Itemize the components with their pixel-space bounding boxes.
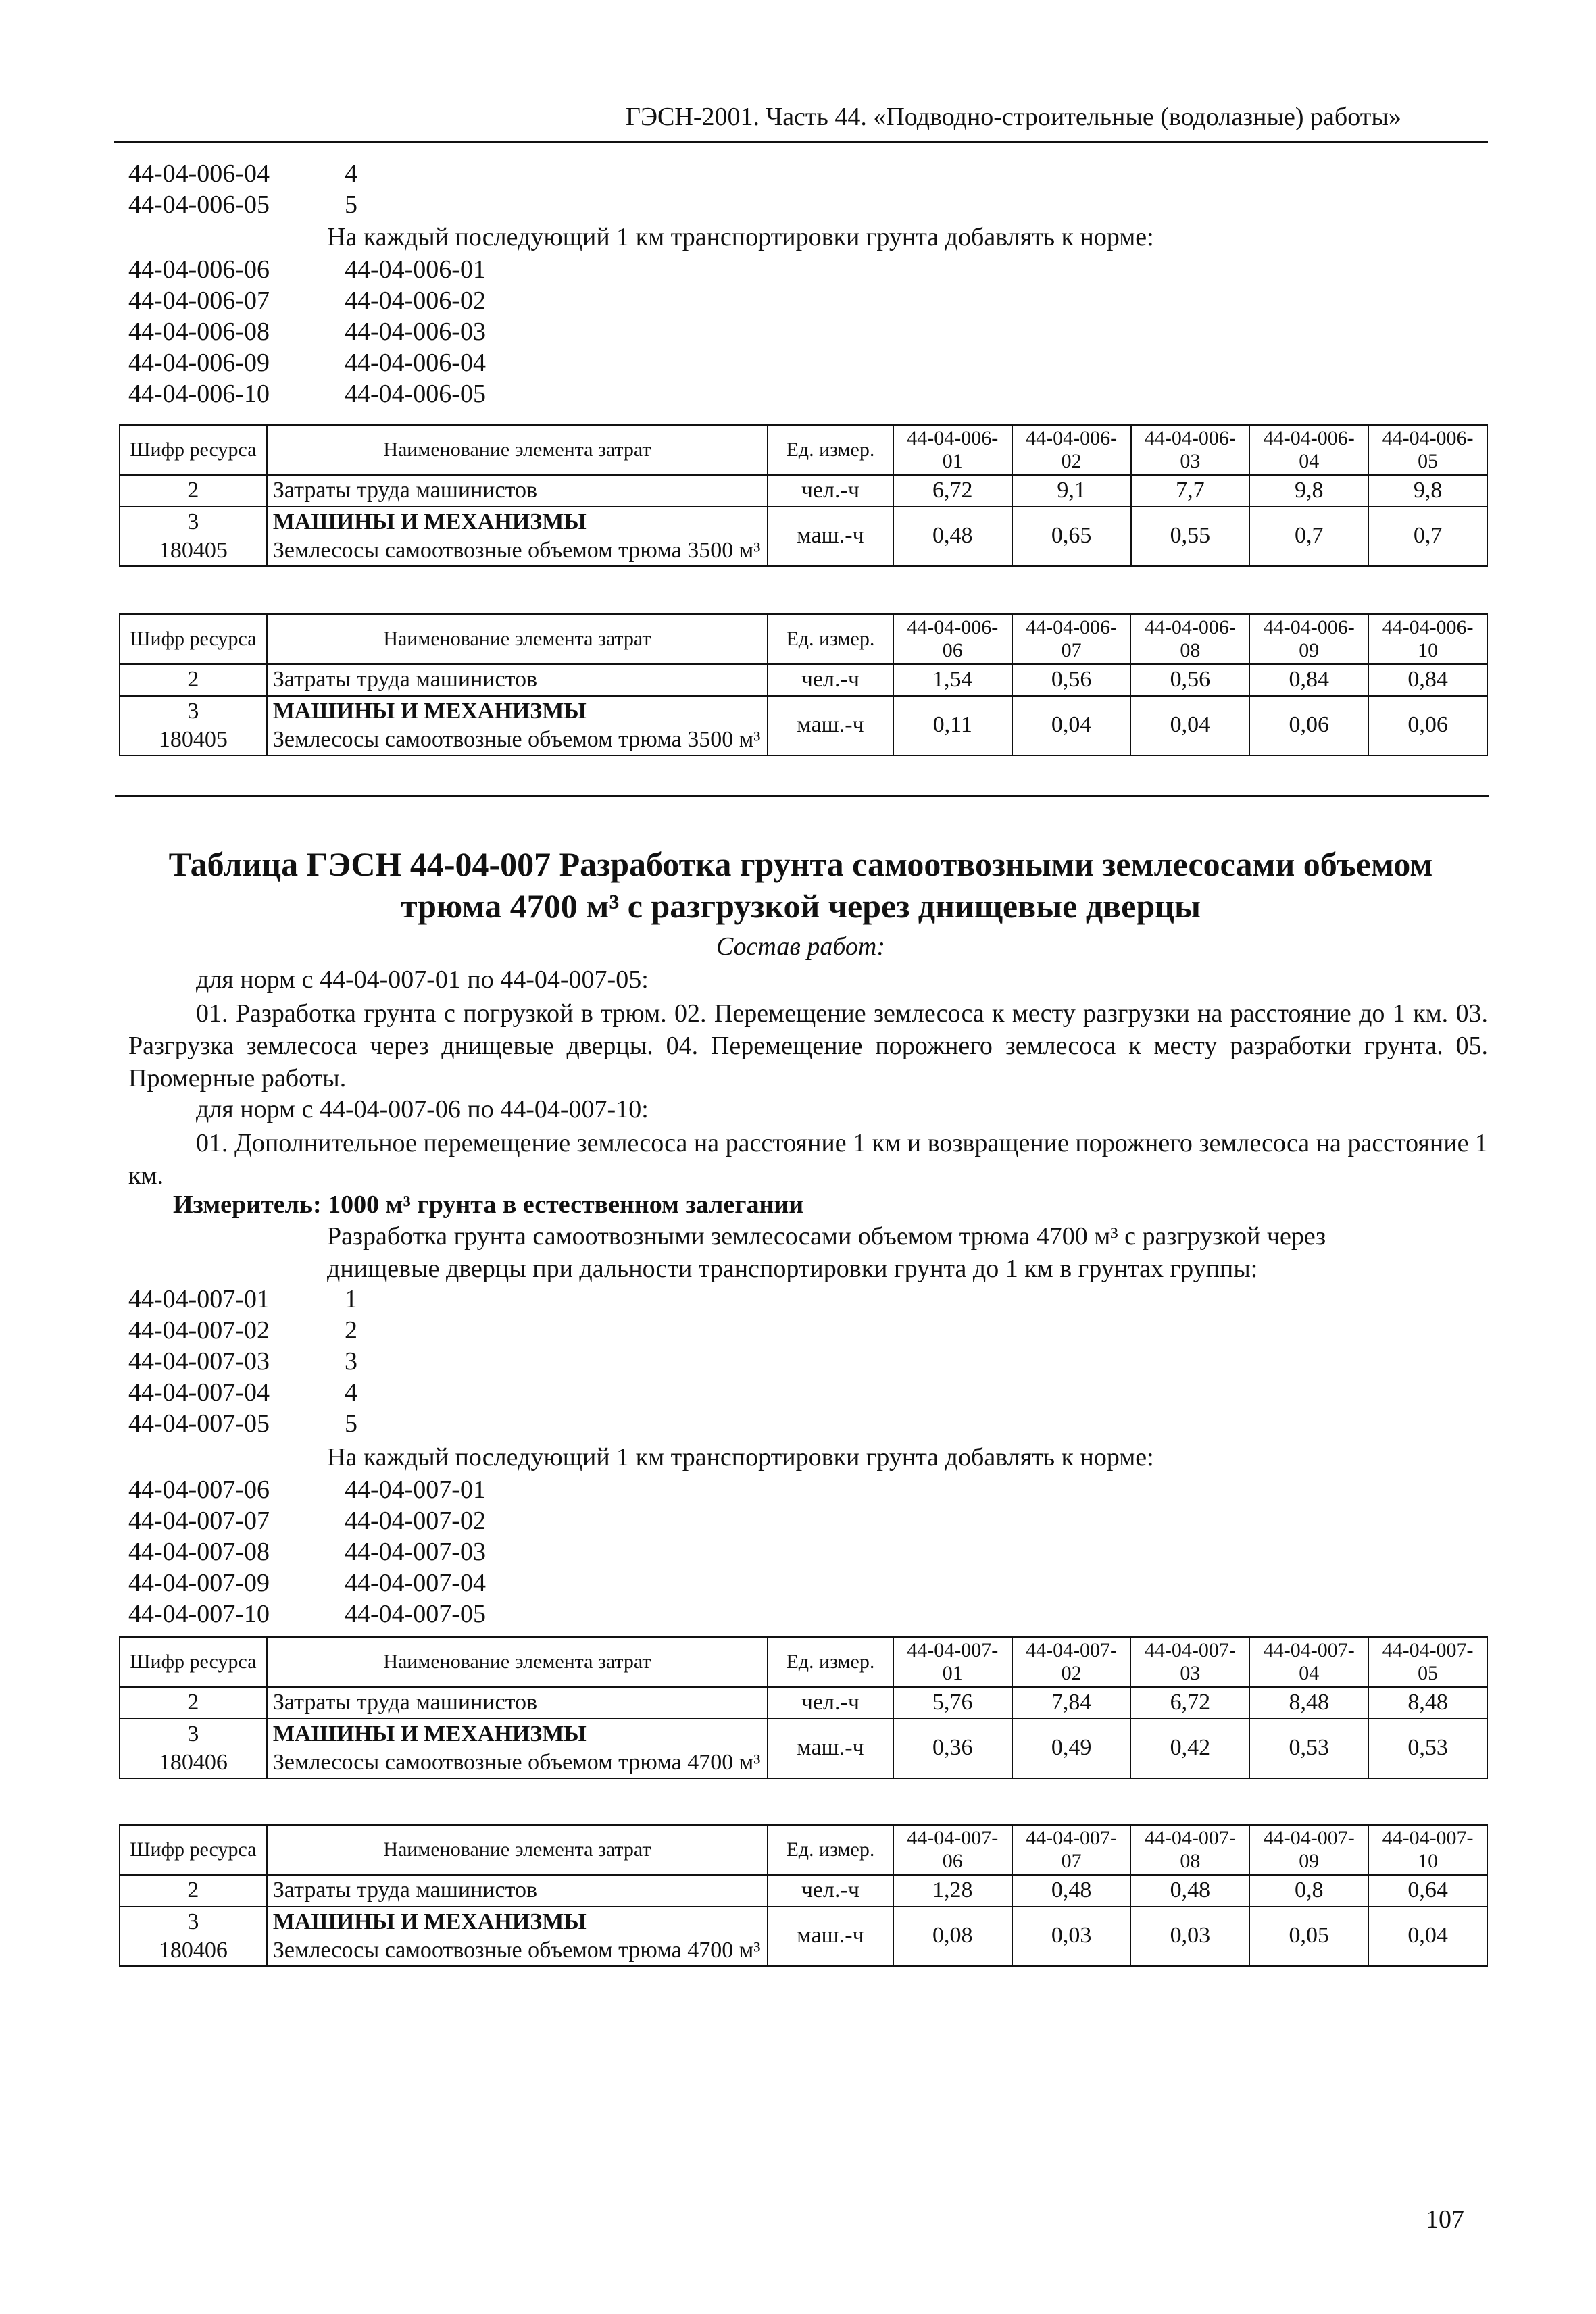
list-value: 44-04-007-02: [345, 1507, 486, 1535]
group-code: 3: [187, 1721, 199, 1746]
list-value: 2: [345, 1316, 357, 1344]
norms-range-b: для норм с 44-04-007-06 по 44-04-007-10:: [196, 1095, 649, 1124]
page-number: 107: [1426, 2205, 1464, 2234]
cell-value: 0,49: [1012, 1719, 1131, 1778]
cell-name: Затраты труда машинистов: [267, 1875, 768, 1907]
section-title: [115, 843, 1487, 927]
col-name-header: Наименование элемента затрат: [267, 1825, 768, 1875]
col-norm-header: 44-04-007-06: [893, 1825, 1012, 1875]
list-value: 1: [345, 1285, 357, 1313]
cell-value: 0,56: [1130, 664, 1249, 696]
list-item: [128, 316, 486, 347]
cell-value: 0,08: [893, 1907, 1012, 1966]
group-name: МАШИНЫ И МЕХАНИЗМЫ: [272, 509, 587, 534]
cell-value: 1,28: [893, 1875, 1012, 1907]
table-row: [120, 1687, 1487, 1719]
top-code-list-2: [128, 254, 486, 409]
col-code-header: Шифр ресурса: [120, 1825, 267, 1875]
resource-name: Землесосы самоотвозные объемом трюма 4700 м³: [272, 1937, 761, 1963]
list-item: [128, 254, 486, 285]
table-row: [120, 696, 1487, 755]
list-code: 44-04-007-10: [128, 1600, 270, 1628]
list-item: [128, 1377, 357, 1408]
list-value: 44-04-007-03: [345, 1538, 486, 1566]
list-item: [128, 285, 486, 316]
cell-value: 0,84: [1368, 664, 1487, 696]
cell-value: 0,42: [1130, 1719, 1249, 1778]
cell-value: 0,56: [1012, 664, 1131, 696]
list-item: [128, 1599, 486, 1630]
list-code: 44-04-006-07: [128, 286, 270, 315]
cell-value: 0,03: [1130, 1907, 1249, 1966]
cell-unit: чел.-ч: [768, 664, 893, 696]
group-name: МАШИНЫ И МЕХАНИЗМЫ: [272, 1721, 587, 1746]
cell-name: Затраты труда машинистов: [267, 475, 768, 507]
cell-value: 1,54: [893, 664, 1012, 696]
list-item: [128, 1408, 357, 1439]
col-norm-header: 44-04-007-04: [1249, 1637, 1368, 1687]
cell-name: [267, 696, 768, 755]
mid-code-list: [128, 1284, 357, 1439]
cell-value: 8,48: [1368, 1687, 1487, 1719]
cell-value: 0,7: [1249, 507, 1368, 566]
col-norm-header: 44-04-006-10: [1368, 614, 1487, 664]
section-title-line-2: трюма 4700 м³ с разгрузкой через днищевые дверцы: [401, 887, 1201, 925]
col-norm-header: 44-04-006-07: [1012, 614, 1131, 664]
col-name-header: Наименование элемента затрат: [267, 1637, 768, 1687]
list-item: [128, 1567, 486, 1599]
cell-value: 0,48: [1012, 1875, 1131, 1907]
resource-code: 180405: [158, 726, 228, 752]
running-header: ГЭСН-2001. Часть 44. «Подводно-строительные (водолазные) работы»: [626, 103, 1401, 131]
list-code: 44-04-006-10: [128, 380, 270, 408]
cell-code: 2: [120, 1687, 267, 1719]
resource-name: Землесосы самоотвозные объемом трюма 3500 м³: [272, 726, 761, 752]
header-rule: [114, 141, 1488, 143]
top-note: На каждый последующий 1 км транспортировки грунта добавлять к норме:: [327, 223, 1154, 251]
norms-range-a: для норм с 44-04-007-01 по 44-04-007-05:: [196, 965, 649, 994]
list-value: 44-04-006-04: [345, 349, 486, 377]
resource-name: Землесосы самоотвозные объемом трюма 3500 м³: [272, 537, 761, 563]
table-underline: [115, 795, 1489, 797]
cell-value: 0,64: [1368, 1875, 1487, 1907]
mid-code-list-2: [128, 1474, 486, 1630]
list-item: [128, 1315, 357, 1346]
list-code: 44-04-007-07: [128, 1507, 270, 1535]
list-code: 44-04-007-03: [128, 1347, 270, 1376]
cell-value: 7,7: [1131, 475, 1250, 507]
measure-unit: Измеритель: 1000 м³ грунта в естественном залегании: [173, 1190, 804, 1219]
cell-unit: чел.-ч: [768, 475, 893, 507]
list-value: 44-04-007-05: [345, 1600, 486, 1628]
top-code-list: [128, 158, 357, 220]
cell-value: 7,84: [1012, 1687, 1131, 1719]
cell-value: 0,84: [1249, 664, 1368, 696]
col-norm-header: 44-04-006-04: [1249, 425, 1368, 475]
list-value: 5: [345, 1409, 357, 1438]
col-norm-header: 44-04-006-01: [893, 425, 1012, 475]
cell-value: 0,04: [1130, 696, 1249, 755]
group-code: 3: [187, 1909, 199, 1934]
list-item: [128, 158, 357, 189]
list-code: 44-04-007-06: [128, 1476, 270, 1504]
cell-unit: чел.-ч: [768, 1687, 893, 1719]
cell-value: 0,55: [1131, 507, 1250, 566]
list-value: 4: [345, 159, 357, 188]
col-norm-header: 44-04-007-08: [1130, 1825, 1249, 1875]
cell-value: 8,48: [1249, 1687, 1368, 1719]
list-value: 44-04-006-05: [345, 380, 486, 408]
table-row: [120, 1719, 1487, 1778]
composition-heading: Состав работ:: [716, 932, 886, 961]
mid-note: На каждый последующий 1 км транспортировки грунта добавлять к норме:: [327, 1443, 1154, 1472]
cell-unit: маш.-ч: [768, 696, 893, 755]
col-norm-header: 44-04-007-09: [1249, 1825, 1368, 1875]
cell-value: 0,04: [1368, 1907, 1487, 1966]
col-unit-header: Ед. измер.: [768, 1825, 893, 1875]
list-item: [128, 1346, 357, 1377]
cell-value: 0,53: [1249, 1719, 1368, 1778]
list-code: 44-04-006-05: [128, 191, 270, 219]
list-code: 44-04-007-09: [128, 1569, 270, 1597]
list-item: [128, 189, 357, 220]
cell-value: 0,11: [893, 696, 1012, 755]
list-value: 44-04-006-01: [345, 255, 486, 284]
cell-code: [120, 507, 267, 566]
cell-value: 5,76: [893, 1687, 1012, 1719]
list-code: 44-04-006-04: [128, 159, 270, 188]
cell-value: 0,06: [1249, 696, 1368, 755]
list-item: [128, 347, 486, 378]
list-code: 44-04-007-08: [128, 1538, 270, 1566]
resource-code: 180406: [158, 1937, 228, 1963]
col-unit-header: Ед. измер.: [768, 425, 893, 475]
col-norm-header: 44-04-006-03: [1131, 425, 1250, 475]
cell-value: 0,7: [1368, 507, 1487, 566]
col-unit-header: Ед. измер.: [768, 614, 893, 664]
list-code: 44-04-007-02: [128, 1316, 270, 1344]
cell-name: [267, 1907, 768, 1966]
col-unit-header: Ед. измер.: [768, 1637, 893, 1687]
group-name: МАШИНЫ И МЕХАНИЗМЫ: [272, 1909, 587, 1934]
cell-value: 0,65: [1012, 507, 1131, 566]
col-norm-header: 44-04-007-01: [893, 1637, 1012, 1687]
group-name: МАШИНЫ И МЕХАНИЗМЫ: [272, 698, 587, 724]
cell-code: [120, 696, 267, 755]
list-value: 44-04-007-04: [345, 1569, 486, 1597]
cell-value: 9,8: [1368, 475, 1487, 507]
list-item: [128, 1474, 486, 1505]
cell-code: 2: [120, 664, 267, 696]
section-title-line-1: Таблица ГЭСН 44-04-007 Разработка грунта самоотвозными землесосами объемом: [168, 845, 1433, 883]
list-value: 3: [345, 1347, 357, 1376]
cost-table-4: [119, 1824, 1488, 1967]
group-code: 3: [187, 509, 199, 534]
list-code: 44-04-006-06: [128, 255, 270, 284]
table-row: [120, 475, 1487, 507]
col-name-header: Наименование элемента затрат: [267, 425, 768, 475]
cell-unit: маш.-ч: [768, 507, 893, 566]
cell-value: 6,72: [1130, 1687, 1249, 1719]
list-item: [128, 1505, 486, 1536]
cell-value: 0,04: [1012, 696, 1131, 755]
cell-code: [120, 1719, 267, 1778]
col-norm-header: 44-04-006-09: [1249, 614, 1368, 664]
col-norm-header: 44-04-006-06: [893, 614, 1012, 664]
col-code-header: Шифр ресурса: [120, 614, 267, 664]
col-code-header: Шифр ресурса: [120, 425, 267, 475]
col-norm-header: 44-04-006-05: [1368, 425, 1487, 475]
cell-value: 0,48: [1130, 1875, 1249, 1907]
col-norm-header: 44-04-006-02: [1012, 425, 1131, 475]
list-code: 44-04-006-09: [128, 349, 270, 377]
cell-code: [120, 1907, 267, 1966]
cell-value: 0,03: [1012, 1907, 1131, 1966]
list-code: 44-04-007-01: [128, 1285, 270, 1313]
col-norm-header: 44-04-007-02: [1012, 1637, 1131, 1687]
table-row: [120, 1907, 1487, 1966]
cell-value: 0,53: [1368, 1719, 1487, 1778]
cell-code: 2: [120, 1875, 267, 1907]
cell-value: 6,72: [893, 475, 1012, 507]
list-item: [128, 378, 486, 409]
cell-name: [267, 1719, 768, 1778]
cell-unit: маш.-ч: [768, 1719, 893, 1778]
col-norm-header: 44-04-007-10: [1368, 1825, 1487, 1875]
table-row: [120, 1875, 1487, 1907]
cell-unit: маш.-ч: [768, 1907, 893, 1966]
col-code-header: Шифр ресурса: [120, 1637, 267, 1687]
col-norm-header: 44-04-007-07: [1012, 1825, 1131, 1875]
intro-text: Разработка грунта самоотвозными землесосами объемом трюма 4700 м³ с разгрузкой через днищевые дверцы при дальности транспортировки грунта до 1 км в грунтах группы:: [327, 1222, 1326, 1283]
cell-name: [267, 507, 768, 566]
cell-name: Затраты труда машинистов: [267, 1687, 768, 1719]
cell-value: 0,8: [1249, 1875, 1368, 1907]
table-row: [120, 507, 1487, 566]
composition-paragraph-a: 01. Разработка грунта с погрузкой в трюм. 02. Перемещение землесоса к месту разгрузки на расстояние до 1 км. 03. Разгрузка землесоса через днищевые дверцы. 04. Перемещение порожнего землесоса к месту разработки грунта. 05. Промерные работы.: [128, 999, 1488, 1092]
list-code: 44-04-007-04: [128, 1378, 270, 1407]
cell-value: 0,48: [893, 507, 1012, 566]
list-value: 44-04-007-01: [345, 1476, 486, 1504]
resource-code: 180406: [158, 1749, 228, 1775]
list-code: 44-04-006-08: [128, 318, 270, 346]
list-item: [128, 1284, 357, 1315]
list-item: [128, 1536, 486, 1567]
list-value: 5: [345, 191, 357, 219]
cost-table-1: [119, 424, 1488, 567]
cost-table-2: [119, 613, 1488, 756]
col-norm-header: 44-04-006-08: [1130, 614, 1249, 664]
list-code: 44-04-007-05: [128, 1409, 270, 1438]
cell-value: 0,36: [893, 1719, 1012, 1778]
table-row: [120, 664, 1487, 696]
list-value: 44-04-006-03: [345, 318, 486, 346]
col-norm-header: 44-04-007-05: [1368, 1637, 1487, 1687]
cell-value: 9,8: [1249, 475, 1368, 507]
resource-name: Землесосы самоотвозные объемом трюма 4700 м³: [272, 1749, 761, 1775]
cell-code: 2: [120, 475, 267, 507]
composition-paragraph-b: 01. Дополнительное перемещение землесоса на расстояние 1 км и возвращение порожнего землесоса на расстояние 1 км.: [128, 1129, 1488, 1190]
cost-table-3: [119, 1636, 1488, 1779]
cell-name: Затраты труда машинистов: [267, 664, 768, 696]
col-norm-header: 44-04-007-03: [1130, 1637, 1249, 1687]
col-name-header: Наименование элемента затрат: [267, 614, 768, 664]
cell-unit: чел.-ч: [768, 1875, 893, 1907]
cell-value: 9,1: [1012, 475, 1131, 507]
list-value: 44-04-006-02: [345, 286, 486, 315]
list-value: 4: [345, 1378, 357, 1407]
cell-value: 0,05: [1249, 1907, 1368, 1966]
resource-code: 180405: [158, 537, 228, 563]
group-code: 3: [187, 698, 199, 724]
cell-value: 0,06: [1368, 696, 1487, 755]
